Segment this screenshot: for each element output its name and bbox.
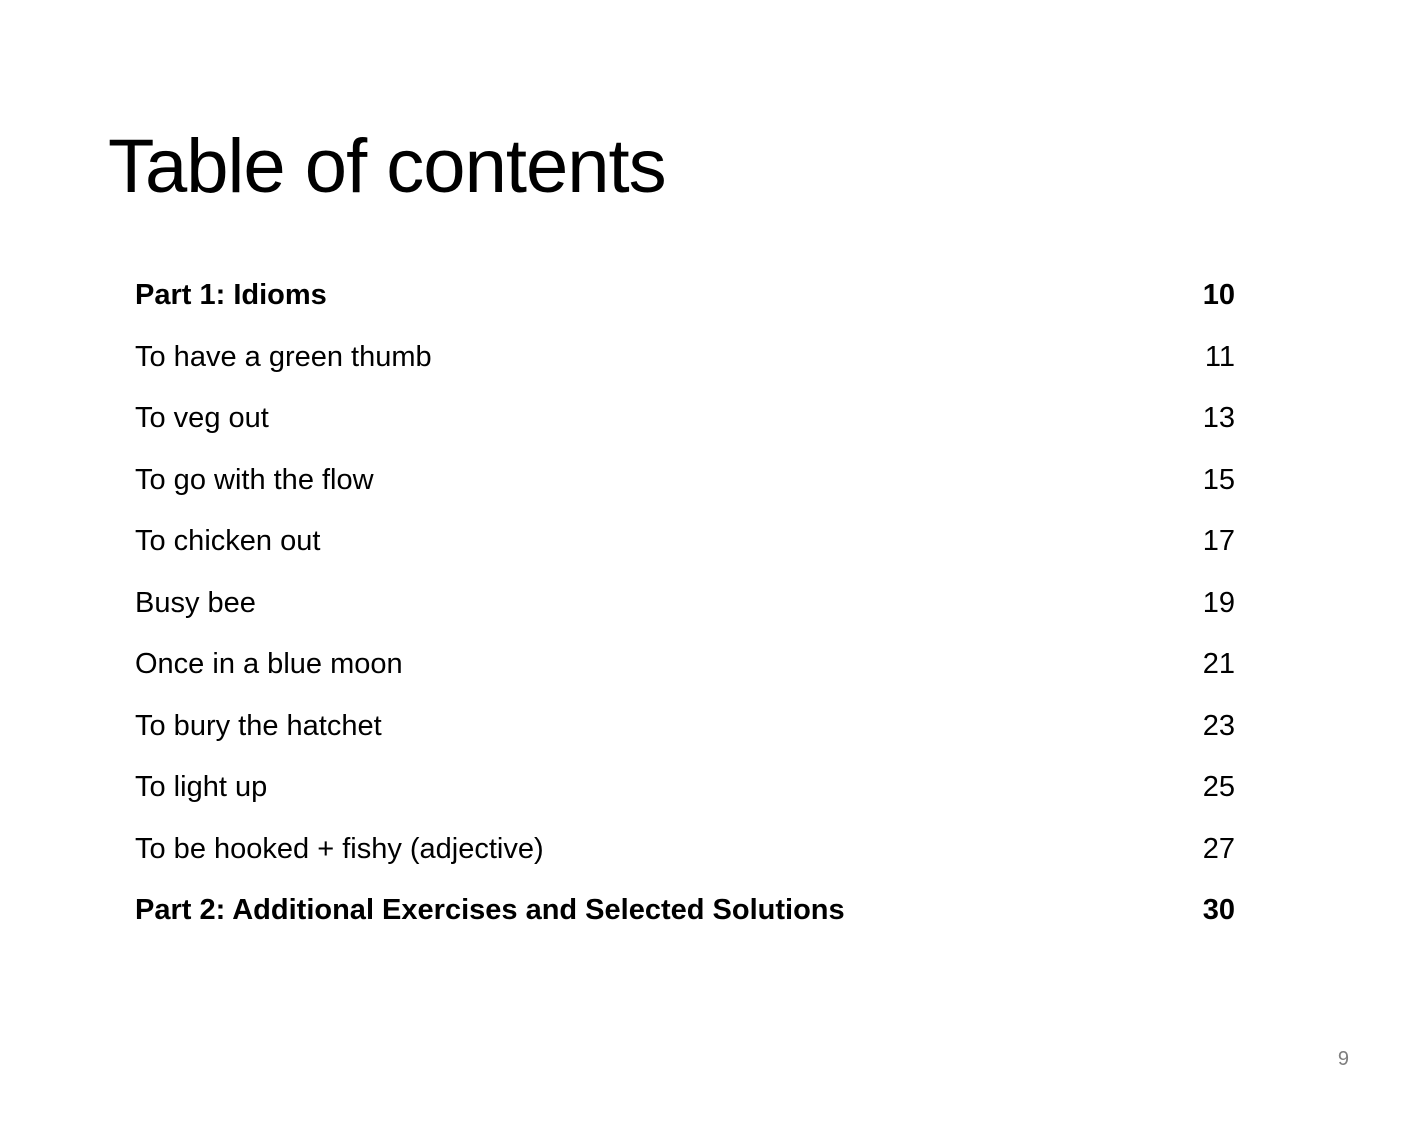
toc-entry-label: To bury the hatchet — [135, 709, 382, 742]
toc-entry-label: Part 1: Idioms — [135, 279, 327, 311]
toc-entry-page: 21 — [1202, 648, 1235, 680]
table-of-contents — [135, 265, 1235, 942]
toc-entry-label: Busy bee — [135, 586, 256, 619]
toc-entry — [135, 388, 1235, 450]
toc-entry-page: 27 — [1202, 832, 1235, 865]
toc-entry — [135, 573, 1235, 635]
toc-entry-label: To chicken out — [135, 525, 321, 557]
toc-entry-page: 13 — [1202, 402, 1235, 434]
page-title: Table of contents — [108, 124, 666, 209]
toc-entry-label: Once in a blue moon — [135, 648, 403, 680]
toc-entry-label: To have a green thumb — [135, 340, 432, 373]
toc-entry — [135, 327, 1235, 389]
toc-entry-label: Part 2: Additional Exercises and Selected Solutions — [135, 894, 845, 926]
page-number: 9 — [1337, 1048, 1349, 1070]
toc-entry-page: 15 — [1202, 463, 1235, 496]
toc-entry-page: 19 — [1202, 586, 1235, 619]
toc-entry-page: 30 — [1202, 894, 1235, 926]
toc-entry-page: 25 — [1202, 771, 1235, 803]
toc-entry-label: To light up — [135, 771, 268, 803]
toc-entry-page: 17 — [1202, 525, 1235, 557]
toc-entry-page: 23 — [1202, 709, 1235, 742]
toc-entry-page: 10 — [1202, 279, 1235, 311]
toc-entry-label: To veg out — [135, 402, 269, 434]
toc-entry-label: To be hooked + fishy (adjective) — [135, 832, 544, 865]
toc-entry — [135, 757, 1235, 819]
toc-entry-part-1 — [135, 265, 1235, 327]
toc-entry-part-2 — [135, 880, 1235, 942]
toc-entry — [135, 450, 1235, 512]
toc-entry — [135, 696, 1235, 758]
toc-entry-label: To go with the flow — [135, 463, 374, 496]
toc-entry — [135, 511, 1235, 573]
toc-entry — [135, 819, 1235, 881]
toc-entry — [135, 634, 1235, 696]
toc-entry-page: 11 — [1204, 340, 1235, 373]
